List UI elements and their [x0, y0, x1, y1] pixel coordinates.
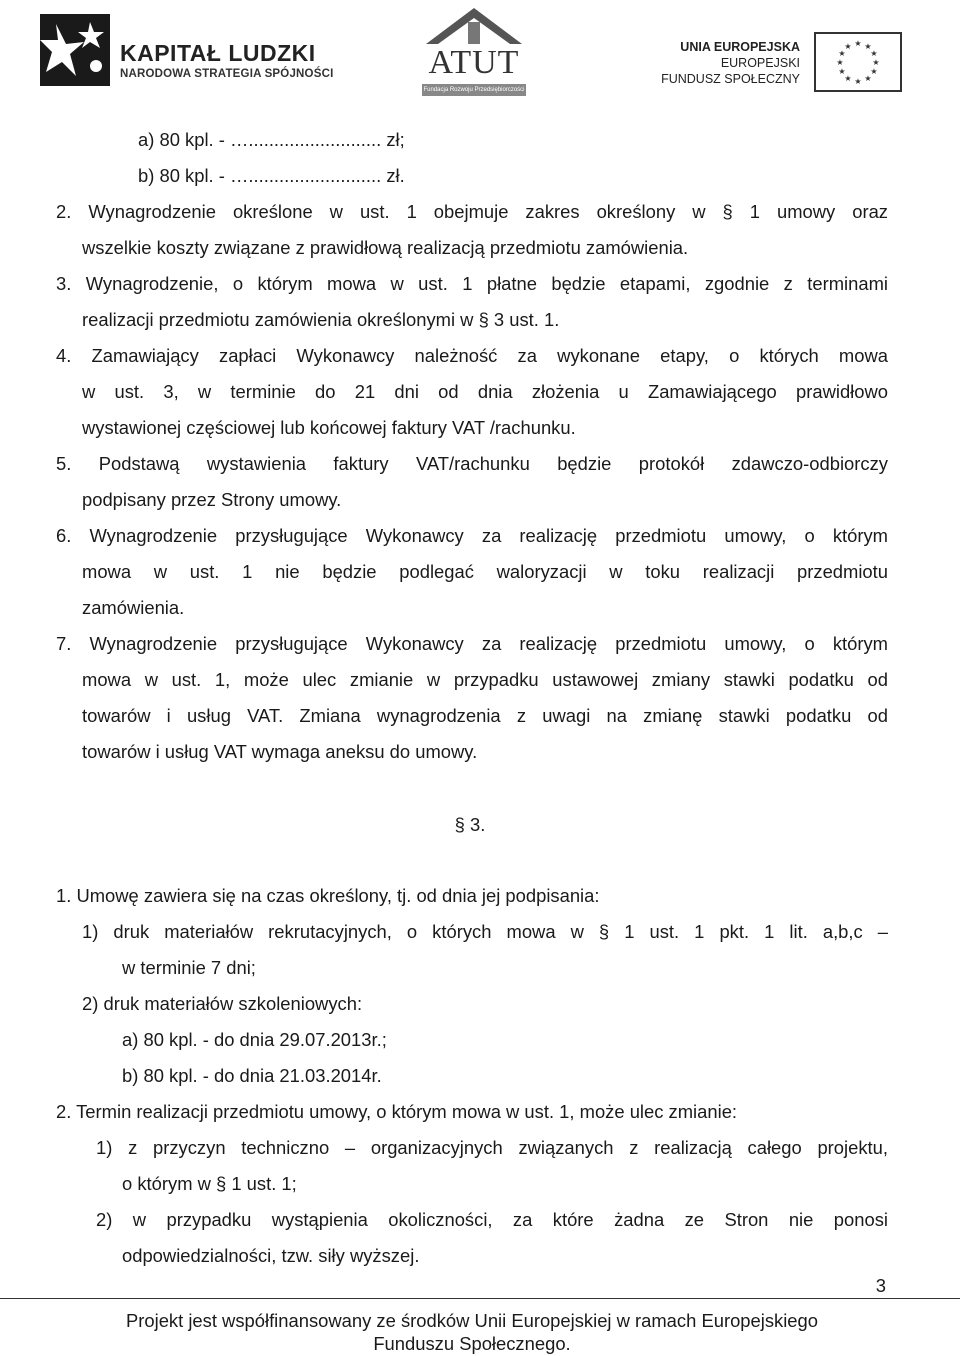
text-line: podpisany przez Strony umowy. — [82, 489, 342, 510]
text-line: a) 80 kpl. - ….......................... zł; — [138, 129, 405, 150]
text-line: mowa w ust. 1, może ulec zmianie w przypadku ustawowej zmiany stawki podatku od — [82, 669, 888, 690]
text-line: b) 80 kpl. - ….......................... zł. — [138, 165, 405, 186]
svg-text:★: ★ — [838, 49, 846, 58]
text-line: o którym w § 1 ust. 1; — [122, 1173, 297, 1194]
atut-subtitle: Fundacja Rozwoju Przedsiębiorczości — [422, 84, 526, 96]
page-header — [0, 0, 960, 110]
footer-divider — [0, 1298, 960, 1299]
text-line: b) 80 kpl. - do dnia 21.03.2014r. — [122, 1065, 382, 1086]
text-line: realizacji przedmiotu zamówienia określonymi w § 3 ust. 1. — [82, 309, 560, 330]
kapital-ludzki-name: KAPITAŁ LUDZKI — [120, 40, 316, 66]
svg-text:★: ★ — [870, 49, 878, 58]
text-line: towarów i usług VAT. Zmiana wynagrodzenia z uwagi na zmianę stawki podatku od — [82, 705, 888, 726]
svg-text:★: ★ — [864, 74, 872, 83]
text-line: 1. Umowę zawiera się na czas określony, tj. od dnia jej podpisania: — [56, 885, 600, 906]
footer-line1: Projekt jest współfinansowany ze środków Unii Europejskiej w ramach Europejskiego — [125, 1310, 818, 1331]
text-line: 3. Wynagrodzenie, o którym mowa w ust. 1 płatne będzie etapami, zgodnie z terminami — [56, 273, 888, 294]
text-line: w terminie 7 dni; — [122, 957, 256, 978]
text-line: towarów i usług VAT wymaga aneksu do umowy. — [82, 741, 478, 762]
text-line: w ust. 3, w terminie do 21 dni od dnia złożenia u Zamawiającego prawidłowo — [82, 381, 888, 402]
kapital-ludzki-emblem-icon — [38, 14, 114, 86]
svg-text:★: ★ — [838, 67, 846, 76]
text-line: wystawionej częściowej lub końcowej faktury VAT /rachunku. — [82, 417, 576, 438]
atut-emblem-icon — [422, 4, 526, 48]
text-line: 5. Podstawą wystawienia faktury VAT/rachunku będzie protokół zdawczo-odbiorczy — [56, 453, 888, 474]
text-line: 2. Termin realizacji przedmiotu umowy, o którym mowa w ust. 1, może ulec zmianie: — [56, 1101, 738, 1122]
kapital-ludzki-subtitle: NARODOWA STRATEGIA SPÓJNOŚCI — [120, 68, 334, 80]
atut-logo — [422, 4, 526, 100]
kapital-ludzki-logo — [38, 14, 338, 86]
text-line: mowa w ust. 1 nie będzie podlegać waloryzacji w toku realizacji przedmiotu — [82, 561, 888, 582]
footer-line2: Funduszu Społecznego. — [373, 1333, 571, 1354]
text-line: 1) z przyczyn techniczno – organizacyjnych związanych z realizacją całego projektu, — [96, 1137, 888, 1158]
svg-text:★: ★ — [854, 39, 862, 48]
text-line: a) 80 kpl. - do dnia 29.07.2013r.; — [122, 1029, 387, 1050]
text-line: zamówienia. — [82, 597, 185, 618]
text-line: 7. Wynagrodzenie przysługujące Wykonawcy za realizację przedmiotu umowy, o którym — [56, 633, 888, 654]
eu-logo-line3: FUNDUSZ SPOŁECZNY — [661, 72, 800, 86]
svg-text:★: ★ — [872, 58, 880, 67]
text-line: wszelkie koszty związane z prawidłową realizacją przedmiotu zamówienia. — [82, 237, 689, 258]
text-line: 2) w przypadku wystąpienia okoliczności, za które żadna ze Stron nie ponosi — [96, 1209, 888, 1230]
page-number: 3 — [875, 1275, 886, 1296]
eu-flag-icon — [814, 32, 902, 92]
text-line: 1) druk materiałów rekrutacyjnych, o których mowa w § 1 ust. 1 pkt. 1 lit. a,b,c – — [82, 921, 888, 942]
text-line: 4. Zamawiający zapłaci Wykonawcy należność za wykonane etapy, o których mowa — [56, 345, 888, 366]
svg-text:★: ★ — [864, 42, 872, 51]
svg-text:★: ★ — [844, 42, 852, 51]
text-line: odpowiedzialności, tzw. siły wyższej. — [122, 1245, 420, 1266]
eu-logo — [661, 32, 910, 94]
svg-text:★: ★ — [870, 67, 878, 76]
section-heading: § 3. — [454, 814, 486, 835]
svg-text:★: ★ — [844, 74, 852, 83]
text-line: 2. Wynagrodzenie określone w ust. 1 obejmuje zakres określony w § 1 umowy oraz — [56, 201, 888, 222]
atut-name: ATUT — [428, 44, 520, 81]
eu-logo-line1: UNIA EUROPEJSKA — [680, 40, 800, 54]
text-line: 2) druk materiałów szkoleniowych: — [82, 993, 363, 1014]
text-line: 6. Wynagrodzenie przysługujące Wykonawcy za realizację przedmiotu umowy, o którym — [56, 525, 888, 546]
svg-text:★: ★ — [854, 77, 862, 86]
svg-text:★: ★ — [836, 58, 844, 67]
eu-logo-line2: EUROPEJSKI — [720, 56, 800, 70]
